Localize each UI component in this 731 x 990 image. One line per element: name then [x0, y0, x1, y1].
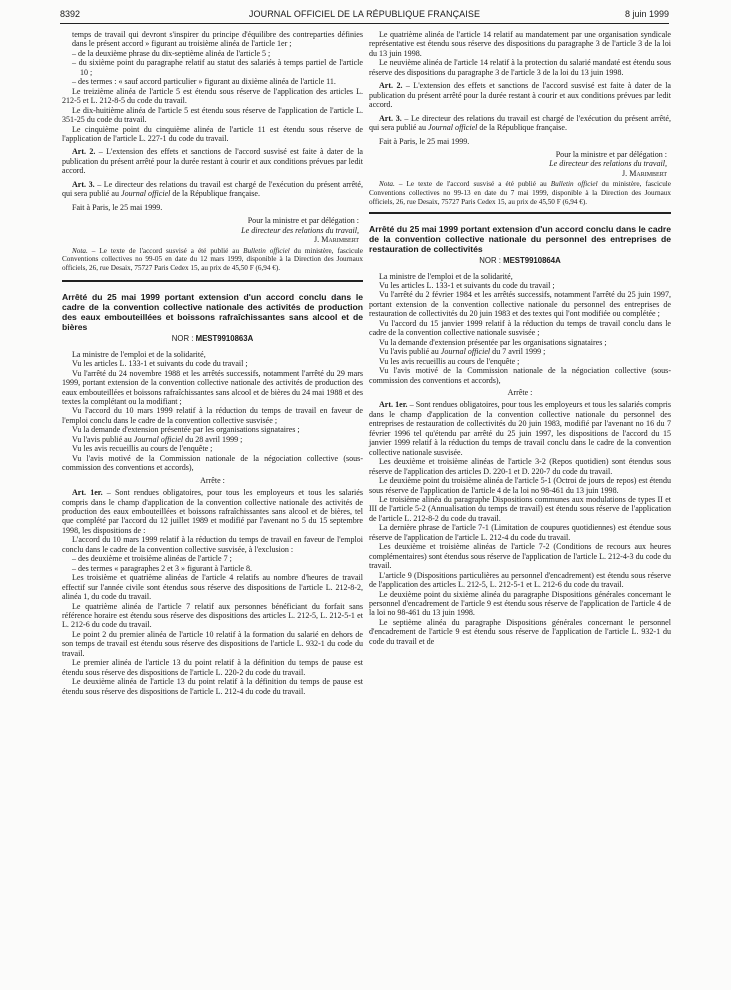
paragraph: Les deuxième et troisième alinéas de l'article 3-2 (Repos quotidien) sont étendus sous réserve de l'application des articles D. 220-1 et D. 220-7 du code du travail. [369, 457, 671, 476]
preamble-line: Vu les articles L. 133-1 et suivants du code du travail ; [72, 359, 248, 369]
issue-date: 8 juin 1999 [624, 9, 669, 19]
paragraph: Les deuxième et troisième alinéas de l'article 7-2 (Conditions de recours aux heures complémentaires) sont étendus sous réserve de l'application de l'article L. 212-4-3 du code du travail. [369, 542, 671, 571]
signature-title: Le directeur des relations du travail, [549, 159, 667, 169]
journal-title: JOURNAL OFFICIEL DE LA RÉPUBLIQUE FRANÇAISE [248, 9, 481, 19]
preamble-line: La ministre de l'emploi et de la solidarité, [379, 271, 513, 281]
exclusion-item: – de la deuxième phrase du dix-septième alinéa de l'article 5 ; [72, 48, 271, 58]
paragraph: Le deuxième point du sixième alinéa du paragraphe Dispositions générales concernant le personnel d'encadrement de l'article 9 est étendu sous réserve de l'application de l'article 4 de la loi no 98-461 du 13 juin 1998. [369, 589, 671, 618]
done-at: Fait à Paris, le 25 mai 1999. [379, 136, 470, 146]
article-3: Art. 3. – Le directeur des relations du travail est chargé de l'exécution du présent arrêté, qui sera publié au Journal officiel de la République française. [369, 113, 671, 133]
preamble-line: Vu la demande d'extension présentée par les organisations signataires ; [379, 337, 607, 347]
left-column [62, 30, 363, 696]
preamble-line: Vu l'avis motivé de la Commission nationale de la négociation collective (sous-commission des conventions et accords), [369, 366, 671, 385]
preamble-line: Vu les articles L. 133-1 et suivants du code du travail ; [379, 281, 555, 291]
exclusion-item: – des termes « paragraphes 2 et 3 » figurant à l'article 8. [72, 563, 252, 573]
paragraph: Le dix-huitième alinéa de l'article 5 est étendu sous réserve de l'application de l'article L. 351-25 du code du travail. [62, 105, 363, 125]
exclusion-item: – des termes : « sauf accord particulier » figurant au dixième alinéa de l'article 11. [72, 77, 336, 87]
done-at: Fait à Paris, le 25 mai 1999. [72, 202, 163, 212]
paragraph: Les troisième et quatrième alinéas de l'article 4 relatifs au nombre d'heures de travail effectif sur l'année civile sont étendus sous réserve des dispositions de l'article L. 212-8-2, alinéa 1, du code du travail. [62, 573, 363, 602]
signature-title: Le directeur des relations du travail, [241, 225, 359, 235]
paragraph: Le troisième alinéa du paragraphe Dispositions communes aux modulations de types II et III de l'article 5-2 (Annualisation du temps de travail) est étendu sous réserve de l'application de l'article L. 212-8-2 du code du travail. [369, 495, 671, 523]
paragraph: L'accord du 10 mars 1999 relatif à la réduction du temps de travail en faveur de l'emploi conclu dans le cadre de la convention collective susvisée, à l'exclusion : [62, 535, 363, 554]
page-header [60, 9, 669, 23]
paragraph: L'article 9 (Dispositions particulières au personnel d'encadrement) est étendu sous réserve de l'application des articles L. 212-5, L. 212-5-1 et L. 212-6 du code du travail. [369, 570, 671, 590]
article-2: Art. 2. – L'extension des effets et sanctions de l'accord susvisé est faite à dater de la publication du présent arrêté pour la durée restant à courir et aux conditions prévues par ledit accord. [369, 81, 671, 110]
signature-line: Pour la ministre et par délégation : [555, 149, 667, 159]
preamble-line: Vu l'accord du 10 mars 1999 relatif à la réduction du temps de travail en faveur de l'emploi conclu dans le cadre de la convention collective susvisée ; [62, 406, 363, 425]
nor-reference: NOR : MEST9910863A [171, 334, 254, 344]
right-column [369, 30, 671, 646]
arrete-heading: Arrête : [200, 475, 225, 485]
preamble-line: Vu l'accord du 15 janvier 1999 relatif à la réduction du temps de travail conclu dans le cadre de la convention collective nationale susvisée ; [369, 318, 671, 338]
exclusion-item: – du sixième point du paragraphe relatif au statut des salariés à temps partiel de l'article 10 ; [72, 58, 363, 77]
section-separator [369, 212, 671, 214]
article-1: Art. 1er. – Sont rendues obligatoires, pour tous les employeurs et tous les salariés compris dans le champ d'application de la convention collective nationale des activités de production des eaux embouteillées et boissons rafraîchissantes sans alcool et de bières, tel que complété par l'accord du 12 juillet 1989 et modifié par l'avenant no 5 du 15 septembre 1998, les dispositions de : [62, 488, 363, 535]
article-label: Art. 3. [379, 113, 402, 123]
page-number: 8392 [60, 9, 81, 19]
article-label: Art. 2. [379, 81, 403, 91]
paragraph: Le treizième alinéa de l'article 5 est étendu sous réserve de l'application des articles L. 212-5 et L. 212-8-5 du code du travail. [62, 86, 363, 106]
article-3: Art. 3. – Le directeur des relations du travail est chargé de l'exécution du présent arrêté, qui sera publié au Journal officiel de la République française. [62, 179, 364, 199]
continuation-text: temps de travail qui devront s'inspirer du principe d'équilibre des contreparties définies dans le présent accord » figurant au troisième alinéa de l'article 1er ; [72, 30, 363, 49]
paragraph: Le point 2 du premier alinéa de l'article 10 relatif à la formation du salarié en dehors de son temps de travail est étendu sous réserve des dispositions de l'article L. 932-1 du code du travail. [62, 629, 363, 658]
article-label: Art. 2. [72, 147, 96, 157]
signature-name: J. Marimbert [622, 168, 667, 178]
preamble-line: La ministre de l'emploi et de la solidarité, [72, 349, 206, 359]
preamble-line: Vu l'arrêté du 2 février 1984 et les arrêtés successifs, notamment l'arrêté du 25 juin 1997, portant extension de la convention collective nationale du personnel des entreprises de restauration de collectivités du 20 juin 1983 et des textes qui l'ont modifiée ou complétée ; [369, 290, 671, 319]
preamble-line: Vu l'arrêté du 24 novembre 1988 et les arrêtés successifs, notamment l'arrêté du 29 mars 1999, portant extension de la convention collective nationale des activités de production des eaux embouteillées et boissons rafraîchissantes sans alcool et de bières du 24 mai 1988 et des textes la complétant ou la modifiant ; [62, 368, 363, 407]
paragraph: Le neuvième alinéa de l'article 14 relatif à la protection du salarié mandaté est étendu sous réserve des dispositions du paragraphe 3 de l'article 3 de la loi du 13 juin 1998. [369, 58, 671, 77]
article-label: Art. 1er. [379, 400, 408, 410]
nota: Nota. – Le texte de l'accord susvisé a été publié au Bulletin officiel du ministère, fascicule Conventions collectives no 99-05 en date du 12 mars 1999, disponible à la Direction des Journaux officiels, 26, rue Desaix, 75727 Paris Cedex 15, au prix de 45,50 F (6,94 €). [62, 246, 363, 272]
decree-title: Arrêté du 25 mai 1999 portant extension d'un accord conclu dans le cadre de la convention collective nationale du personnel des entreprises de restauration de collectivités [369, 224, 671, 255]
preamble-line: Vu les avis recueillis au cours de l'enquête ; [379, 356, 520, 366]
section-separator [62, 280, 363, 282]
nota: Nota. – Le texte de l'accord susvisé a été publié au Bulletin officiel du ministère, fascicule Conventions collectives no 99-13 en date du 7 mai 1999, disponible à la Direction des Journaux officiels, 26, rue Desaix, 75727 Paris Cedex 15, au prix de 45,50 F (6,94 €). [369, 180, 671, 206]
article-1: Art. 1er. – Sont rendues obligatoires, pour tous les employeurs et tous les salariés compris dans le champ d'application de la convention collective nationale du personnel des entreprises de restauration de collectivités du 20 juin 1983, modifié par l'avenant no 16 du 7 février 1996 tel qu'étendu par arrêté du 25 juin 1997, les dispositions de l'accord du 15 janvier 1999 relatif à la réduction du temps de travail conclu dans le cadre de la convention collective nationale susvisée. [369, 400, 671, 457]
paragraph: Le quatrième alinéa de l'article 7 relatif aux personnes bénéficiant du forfait sans référence horaire est étendu sous réserve des dispositions des articles L. 212-5, L. 212-5-1 et L. 212-6 du code du travail. [62, 601, 363, 630]
article-2: Art. 2. – L'extension des effets et sanctions de l'accord susvisé est faite à dater de la publication du présent arrêté pour la durée restant à courir et aux conditions prévues par ledit accord. [62, 147, 363, 176]
preamble-line: Vu l'avis publié au Journal officiel du 28 avril 1999 ; [72, 434, 243, 444]
signature-line: Pour la ministre et par délégation : [247, 216, 359, 226]
paragraph: Le quatrième alinéa de l'article 14 relatif au mandatement par une organisation syndicale représentative est étendu sous réserve des dispositions du paragraphe 3 de l'article 3 de la loi du 13 juin 1998. [369, 30, 671, 58]
article-label: Art. 1er. [72, 488, 103, 498]
header-rule [60, 23, 669, 24]
preamble-line: Vu la demande d'extension présentée par les organisations signataires ; [72, 425, 300, 435]
arrete-heading: Arrête : [507, 388, 533, 398]
signature-name: J. Marimbert [314, 235, 359, 245]
preamble-line: Vu les avis recueillis au cours de l'enquête ; [72, 444, 213, 454]
exclusion-item: – des deuxième et troisième alinéas de l'article 7 ; [72, 554, 232, 564]
nor-reference: NOR : MEST9910864A [479, 256, 561, 266]
preamble-line: Vu l'avis publié au Journal officiel du 7 avril 1999 ; [379, 347, 546, 357]
paragraph: Le cinquième point du cinquième alinéa de l'article 11 est étendu sous réserve de l'application de l'article L. 227-1 du code du travail. [62, 124, 363, 143]
paragraph: Le septième alinéa du paragraphe Dispositions générales concernant le personnel d'encadrement de l'article 9 est étendu sous réserve de l'application de l'article L. 932-1 du code du travail et de [369, 617, 671, 646]
paragraph: Le deuxième point du troisième alinéa de l'article 5-1 (Octroi de jours de repos) est étendu sous réserve de l'application de l'article 4 de la loi no 98-461 du 13 juin 1998. [369, 476, 671, 495]
article-label: Art. 3. [72, 179, 95, 189]
preamble-line: Vu l'avis motivé de la Commission nationale de la négociation collective (sous-commission des conventions et accords), [62, 453, 363, 473]
decree-title: Arrêté du 25 mai 1999 portant extension d'un accord conclu dans le cadre de la convention collective nationale des activités de production des eaux embouteillées et boissons rafraîchissantes sans alcool et de bières [62, 292, 363, 333]
paragraph: La dernière phrase de l'article 7-1 (Limitation de coupures quotidiennes) est étendue sous réserve de l'application de l'article L. 212-4 du code du travail. [369, 523, 671, 542]
paragraph: Le deuxième alinéa de l'article 13 du point relatif à la définition du temps de pause est étendu sous réserve des dispositions de l'article L. 212-4 du code du travail. [62, 677, 363, 696]
paragraph: Le premier alinéa de l'article 13 du point relatif à la définition du temps de pause est étendu sous réserve des dispositions de l'article L. 220-2 du code du travail. [62, 658, 363, 677]
